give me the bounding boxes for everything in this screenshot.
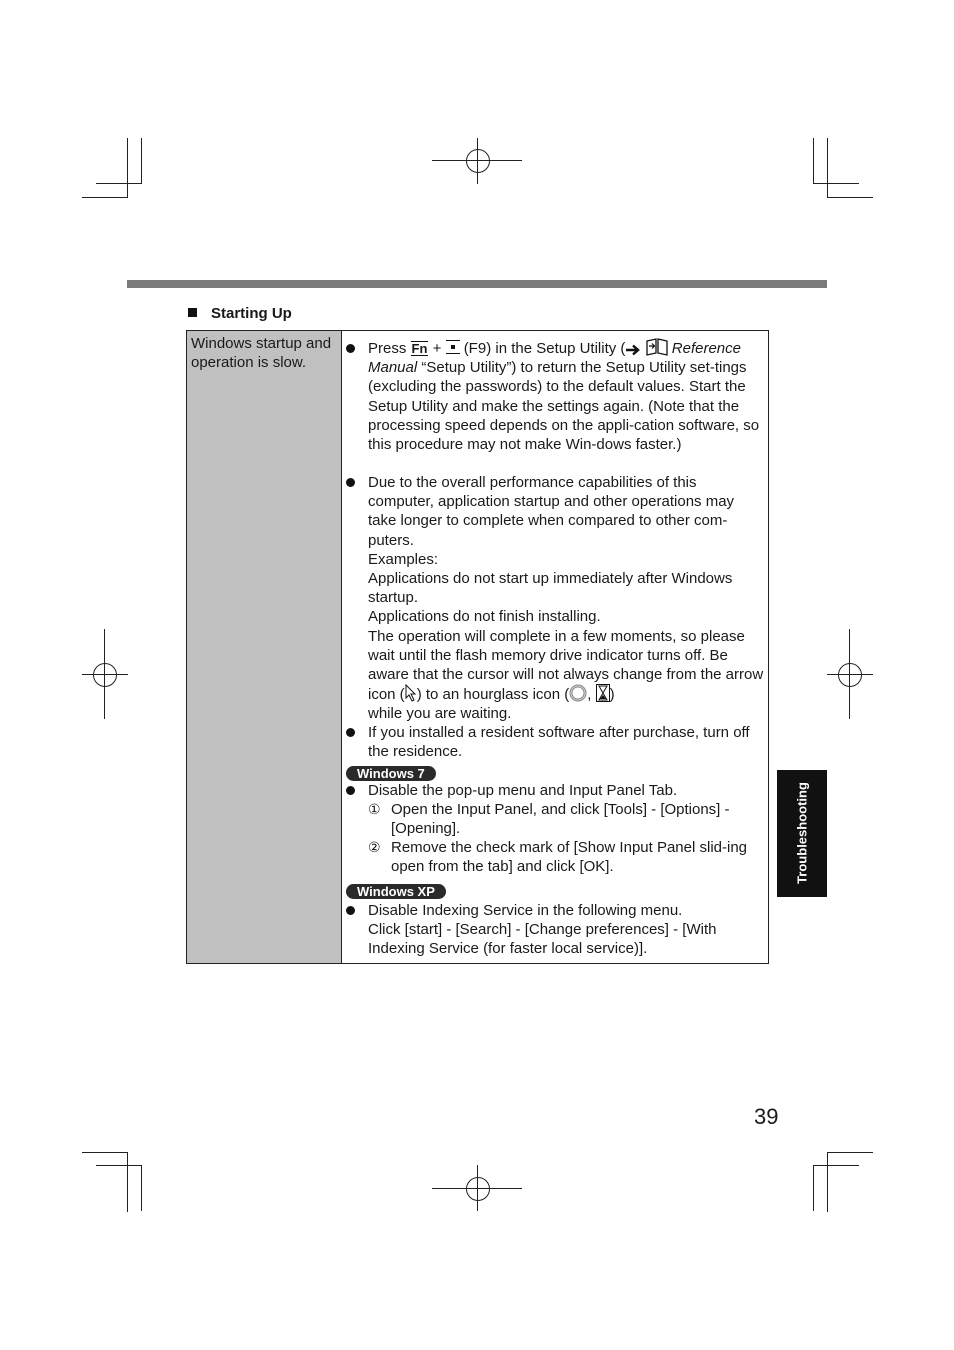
reference-title: Reference (671, 340, 741, 357)
page-number: 39 (754, 1104, 779, 1129)
win7-step-2: Remove the check mark of [Show Input Panel slid-ing open from the tab] and click [OK]. (391, 839, 748, 876)
win7-solution: Disable the pop-up menu and Input Panel Tab. (368, 782, 678, 799)
example-installing: Applications do not finish installing. (368, 608, 601, 626)
example-startup: Applications do not start up immediately after Windows startup. (368, 570, 733, 607)
bullet-dot (346, 906, 355, 915)
cursor-note-c: , (587, 686, 592, 704)
windows-7-badge: Windows 7 (346, 766, 436, 781)
cursor-note-a: The operation will complete in a few moments, so please wait until the flash memory drive indicator turns off. Be aware that the cursor will not always change from the arrow icon ( (368, 627, 764, 704)
bullet-dot (346, 728, 355, 737)
winxp-bullet-text: Disable Indexing Service in the following menu. (368, 902, 683, 919)
bullet-dot (346, 786, 355, 795)
bullet-dot (346, 478, 355, 487)
step-number: ② (368, 839, 381, 855)
section-title: Starting Up (211, 305, 292, 322)
busy-ring-icon (569, 684, 587, 702)
press-text: Press (368, 340, 407, 357)
step-number: ① (368, 801, 381, 817)
winxp-solution (368, 901, 766, 959)
cursor-note (368, 627, 766, 724)
arrow-cursor-icon (405, 684, 417, 702)
win7-step-1: Open the Input Panel, and click [Tools] - [Options] - [Opening]. (391, 801, 730, 838)
symptom-cell (187, 331, 342, 963)
side-tab-label: Troubleshooting (794, 782, 810, 884)
section-heading (188, 305, 292, 322)
fn-key: Fn (411, 341, 428, 356)
cursor-note-d: ) (609, 686, 615, 704)
cursor-note-e: while you are waiting. (368, 705, 512, 723)
solution-cell (342, 331, 768, 963)
cursor-note-b: ) to an hourglass icon ( (416, 686, 570, 704)
arrow-right-icon (625, 344, 641, 356)
performance-intro: Due to the overall performance capabilities of this computer, application startup and other operations may take longer to complete when compared to other com-puters. (368, 474, 735, 549)
plus-text: + (432, 340, 442, 357)
windows-xp-badge: Windows XP (346, 884, 446, 899)
header-rule (127, 280, 827, 288)
solution-resident-software: If you installed a resident software after purchase, turn off the residence. (368, 724, 750, 761)
solution-performance (368, 473, 766, 724)
solution-setup-utility (368, 338, 766, 454)
winxp-menu-path: Click [start] - [Search] - [Change preferences] - [With Indexing Service (for faster local service)]. (368, 921, 717, 958)
square-bullet-icon (188, 308, 197, 317)
setup-utility-instructions: “Setup Utility”) to return the Setup Utility set-tings (excluding the passwords) to the default values. Start the Setup Utility and make the settings again. (Note that the processing speed depends on the appli-cation software, so this procedure may not make Win-dows faster.) (368, 359, 760, 454)
f9-label: (F9) (463, 340, 492, 357)
bullet-dot (346, 344, 355, 353)
troubleshooting-table (186, 330, 769, 964)
setup-utility-text: in the Setup Utility ( (495, 340, 626, 357)
section-side-tab (777, 770, 827, 897)
reference-manual: Manual (368, 359, 418, 377)
examples-label: Examples: (368, 550, 439, 568)
f9-key-icon (446, 340, 460, 354)
book-icon (646, 338, 668, 356)
symptom-text: Windows startup and operation is slow. (191, 335, 332, 371)
hourglass-icon (596, 684, 610, 702)
